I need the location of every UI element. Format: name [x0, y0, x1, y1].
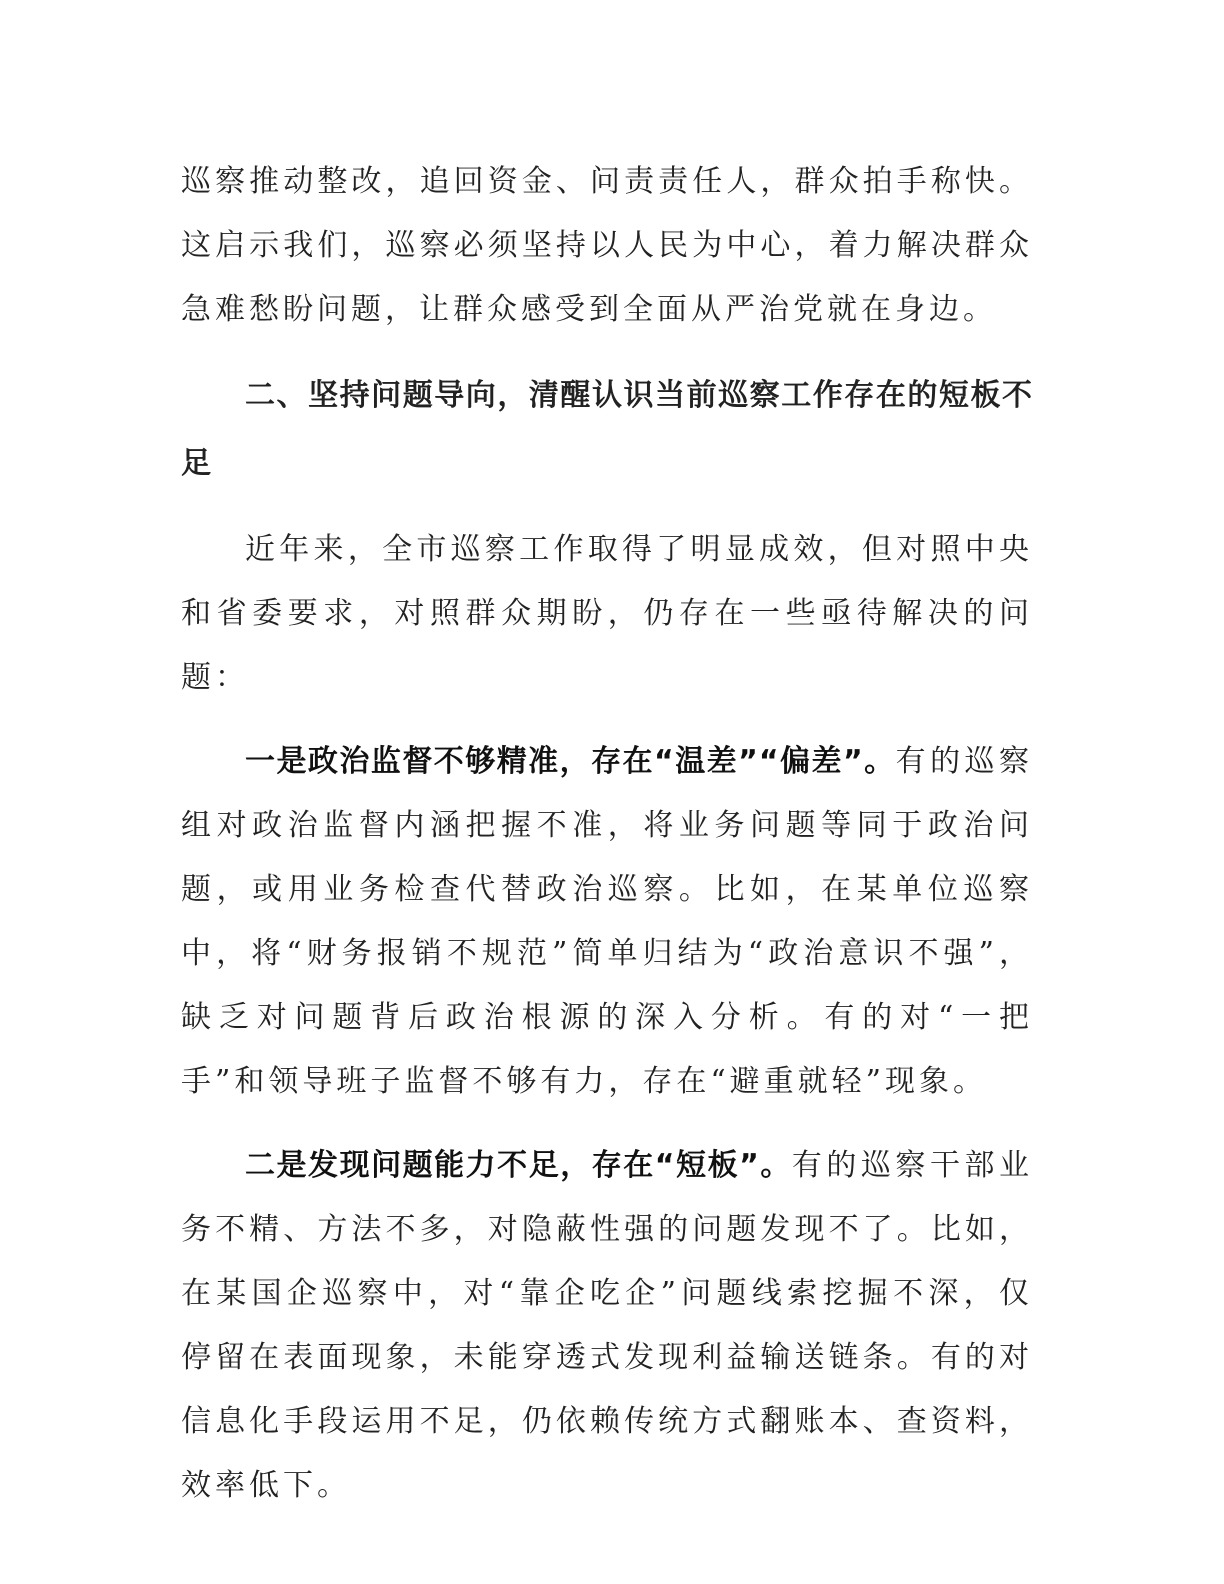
- point-one-body: 有的巡察组对政治监督内涵把握不准，将业务问题等同于政治问题，或用业务检查代替政治巡察。比如，在某单位巡察中，将“财务报销不规范”简单归结为“政治意识不强”，缺乏对问题背后政治根源的深入分析。有的对“一把手”和领导班子监督不够有力，存在“避重就轻”现象。: [181, 744, 1034, 1099]
- point-two-lead: 二是发现问题能力不足，存在“短板”。: [245, 1148, 792, 1183]
- section-heading: 二、坚持问题导向，清醒认识当前巡察工作存在的短板不足: [181, 378, 1033, 481]
- point-one-paragraph: [181, 730, 1033, 1114]
- continued-paragraph: 巡察推动整改，追回资金、问责责任人，群众拍手称快。这启示我们，巡察必须坚持以人民为中心，着力解决群众急难愁盼问题，让群众感受到全面从严治党就在身边。: [181, 164, 1033, 327]
- point-one-lead: 一是政治监督不够精准，存在“温差”“偏差”。: [245, 744, 896, 779]
- document-body: [181, 150, 1033, 1518]
- intro-paragraph: 近年来，全市巡察工作取得了明显成效，但对照中央和省委要求，对照群众期盼，仍存在一些亟待解决的问题：: [181, 532, 1033, 695]
- point-two-paragraph: [181, 1134, 1033, 1518]
- point-two-body: 有的巡察干部业务不精、方法不多，对隐蔽性强的问题发现不了。比如，在某国企巡察中，对“靠企吃企”问题线索挖掘不深，仅停留在表面现象，未能穿透式发现利益输送链条。有的对信息化手段运用不足，仍依赖传统方式翻账本、查资料，效率低下。: [181, 1148, 1033, 1503]
